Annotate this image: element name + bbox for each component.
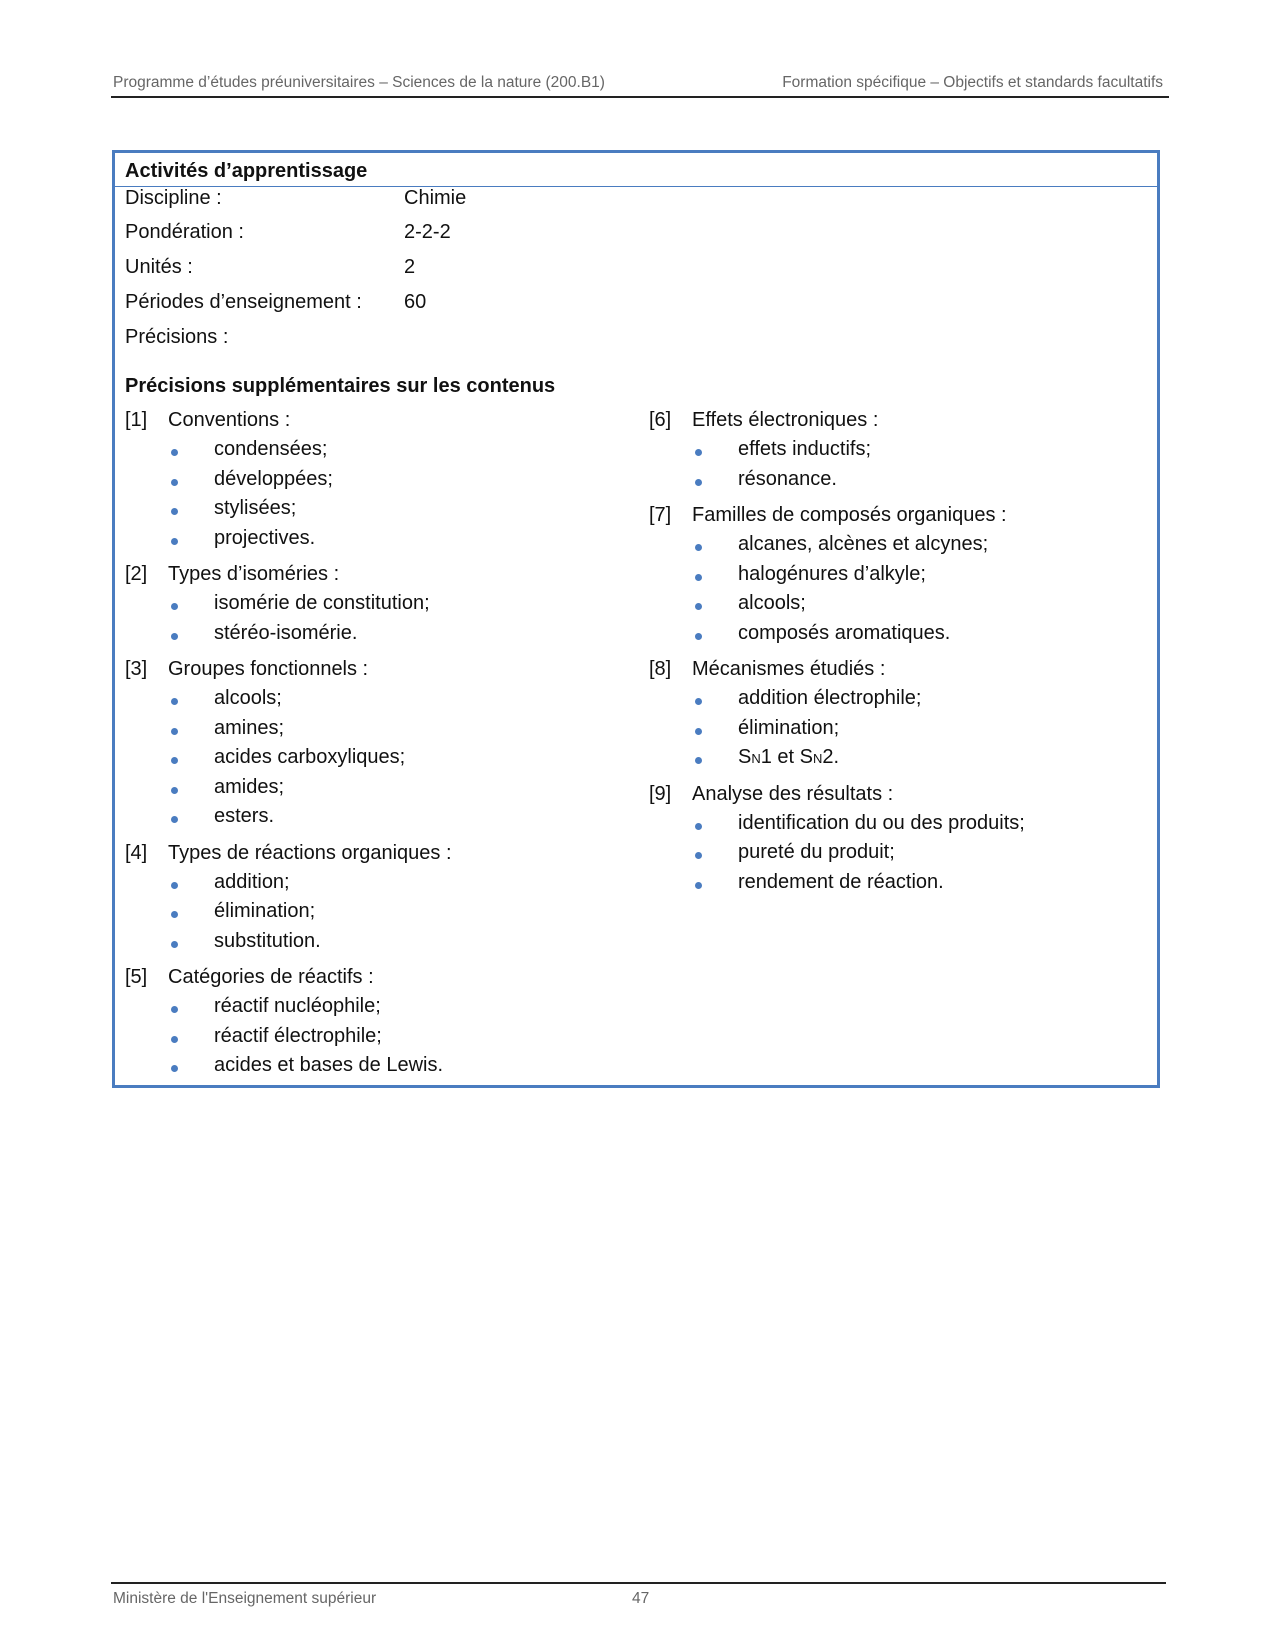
list-item-text: stylisées; xyxy=(214,497,297,519)
bullet-icon xyxy=(171,1065,178,1072)
list-item-text: halogénures d’alkyle; xyxy=(738,562,926,585)
bullet-icon xyxy=(171,757,178,764)
group-title: Groupes fonctionnels : xyxy=(168,658,369,680)
list-item xyxy=(649,468,1149,498)
box-title-bar xyxy=(115,153,1157,187)
list-item xyxy=(125,776,625,806)
meta-value: 60 xyxy=(404,291,427,313)
list-item-text: alcools; xyxy=(214,687,282,709)
content-group xyxy=(125,409,625,556)
bullet-icon xyxy=(695,852,702,859)
bullet-icon xyxy=(171,911,178,918)
bullet-icon xyxy=(695,728,702,735)
group-title: Types de réactions organiques : xyxy=(168,841,452,864)
bullet-icon xyxy=(171,882,178,889)
bullet-icon xyxy=(695,882,702,889)
header-program-title: Programme d’études préuniversitaires – Sciences de la nature (200.B1) xyxy=(113,74,605,91)
group-title-row xyxy=(125,966,625,995)
list-item-text: composés aromatiques. xyxy=(738,621,951,644)
list-item xyxy=(125,995,625,1025)
list-item-text: acides carboxyliques; xyxy=(214,746,406,768)
list-item xyxy=(649,438,1149,468)
group-number: [7] xyxy=(649,504,672,526)
group-number: [6] xyxy=(649,409,672,431)
content-subheading: Précisions supplémentaires sur les contenus xyxy=(125,375,556,397)
bullet-icon xyxy=(171,449,178,456)
header-section-title: Formation spécifique – Objectifs et standards facultatifs xyxy=(782,74,1163,91)
bullet-icon xyxy=(171,508,178,515)
content-column-right xyxy=(649,409,1149,907)
list-item xyxy=(125,687,625,717)
list-item-text: isomérie de constitution; xyxy=(214,592,430,614)
list-item xyxy=(125,1025,625,1055)
list-item xyxy=(125,871,625,901)
content-column-left xyxy=(125,409,625,1091)
bullet-icon xyxy=(171,698,178,705)
content-group xyxy=(125,842,625,960)
bullet-icon xyxy=(695,544,702,551)
page-footer xyxy=(111,1582,1166,1607)
bullet-icon xyxy=(171,1006,178,1013)
group-title: Mécanismes étudiés : xyxy=(692,658,886,680)
meta-label: Périodes d’enseignement : xyxy=(125,291,362,313)
bullet-icon xyxy=(171,1036,178,1043)
meta-value: 2 xyxy=(404,256,416,278)
group-number: [3] xyxy=(125,658,148,680)
list-item-text: élimination; xyxy=(738,716,840,739)
content-group xyxy=(125,966,625,1084)
meta-label: Unités : xyxy=(125,256,193,278)
group-title-row xyxy=(649,504,1149,533)
list-item-text: réactif électrophile; xyxy=(214,1024,382,1047)
group-title: Effets électroniques : xyxy=(692,409,879,431)
meta-value: 2-2-2 xyxy=(404,221,451,243)
bullet-icon xyxy=(695,603,702,610)
list-item xyxy=(125,592,625,622)
list-item-text: amines; xyxy=(214,716,285,739)
list-item xyxy=(649,687,1149,717)
content-group xyxy=(125,563,625,651)
page-header xyxy=(111,72,1169,98)
bullet-icon xyxy=(171,603,178,610)
list-item-text: acides et bases de Lewis. xyxy=(214,1054,444,1076)
list-item xyxy=(649,812,1149,842)
list-item-text: amides; xyxy=(214,775,285,798)
bullet-icon xyxy=(695,698,702,705)
group-title: Types d’isoméries : xyxy=(168,563,340,585)
bullet-icon xyxy=(695,479,702,486)
list-item-text: effets inductifs; xyxy=(738,438,872,460)
content-group xyxy=(649,658,1149,776)
meta-label: Précisions : xyxy=(125,326,229,348)
list-item xyxy=(125,497,625,527)
group-title-row xyxy=(649,409,1149,438)
list-item xyxy=(125,717,625,747)
box-title: Activités d’apprentissage xyxy=(125,160,368,182)
list-item-text: alcools; xyxy=(738,592,806,614)
group-title: Catégories de réactifs : xyxy=(168,966,374,988)
meta-value: Chimie xyxy=(404,187,467,209)
bullet-icon xyxy=(171,941,178,948)
meta-label: Discipline : xyxy=(125,187,222,209)
list-item xyxy=(649,563,1149,593)
content-group xyxy=(649,409,1149,497)
bullet-icon xyxy=(171,538,178,545)
bullet-icon xyxy=(171,816,178,823)
list-item-text: addition électrophile; xyxy=(738,687,922,709)
content-group xyxy=(649,504,1149,651)
meta-label: Pondération : xyxy=(125,221,244,243)
list-item-text: identification du ou des produits; xyxy=(738,811,1025,834)
list-item-text: résonance. xyxy=(738,467,837,490)
footer-ministry: Ministère de l'Enseignement supérieur xyxy=(113,1590,377,1607)
list-item-text: développées; xyxy=(214,467,333,490)
list-item-text: réactif nucléophile; xyxy=(214,995,381,1017)
group-number: [8] xyxy=(649,658,672,680)
list-item xyxy=(649,841,1149,871)
list-item xyxy=(649,592,1149,622)
bullet-icon xyxy=(171,728,178,735)
bullet-icon xyxy=(695,633,702,640)
group-number: [1] xyxy=(125,409,148,431)
list-item xyxy=(125,930,625,960)
list-item xyxy=(649,717,1149,747)
list-item xyxy=(649,871,1149,901)
list-item xyxy=(125,746,625,776)
bullet-icon xyxy=(171,787,178,794)
list-item xyxy=(125,527,625,557)
bullet-icon xyxy=(695,823,702,830)
list-item-text: SN1 et SN2. xyxy=(738,746,840,768)
group-title-row xyxy=(649,658,1149,687)
list-item xyxy=(125,1054,625,1084)
group-title-row xyxy=(125,842,625,871)
list-item xyxy=(649,533,1149,563)
list-item-text: rendement de réaction. xyxy=(738,870,944,893)
content-group xyxy=(125,658,625,835)
group-number: [4] xyxy=(125,841,148,864)
list-item xyxy=(125,900,625,930)
list-item-text: élimination; xyxy=(214,900,316,922)
list-item-text: pureté du produit; xyxy=(738,841,895,863)
list-item xyxy=(125,468,625,498)
bullet-icon xyxy=(171,633,178,640)
list-item xyxy=(125,805,625,835)
list-item-text: condensées; xyxy=(214,438,328,460)
list-item xyxy=(125,438,625,468)
group-title: Analyse des résultats : xyxy=(692,782,894,805)
list-item-text: esters. xyxy=(214,805,275,827)
bullet-icon xyxy=(695,449,702,456)
group-number: [5] xyxy=(125,966,148,988)
group-number: [2] xyxy=(125,563,148,585)
bullet-icon xyxy=(695,574,702,581)
bullet-icon xyxy=(695,757,702,764)
list-item-text: projectives. xyxy=(214,526,316,549)
list-item xyxy=(649,622,1149,652)
group-number: [9] xyxy=(649,782,672,805)
group-title: Conventions : xyxy=(168,409,291,431)
list-item-text: stéréo-isomérie. xyxy=(214,621,358,644)
list-item xyxy=(649,746,1149,776)
list-item xyxy=(125,622,625,652)
group-title-row xyxy=(125,409,625,438)
learning-activities-box xyxy=(112,150,1160,1088)
group-title-row xyxy=(649,783,1149,812)
content-group xyxy=(649,783,1149,901)
group-title-row xyxy=(125,563,625,592)
list-item-text: substitution. xyxy=(214,929,321,952)
list-item-text: addition; xyxy=(214,870,290,893)
bullet-icon xyxy=(171,479,178,486)
group-title: Familles de composés organiques : xyxy=(692,504,1007,526)
list-item-text: alcanes, alcènes et alcynes; xyxy=(738,533,989,555)
group-title-row xyxy=(125,658,625,687)
page-number: 47 xyxy=(632,1590,650,1607)
